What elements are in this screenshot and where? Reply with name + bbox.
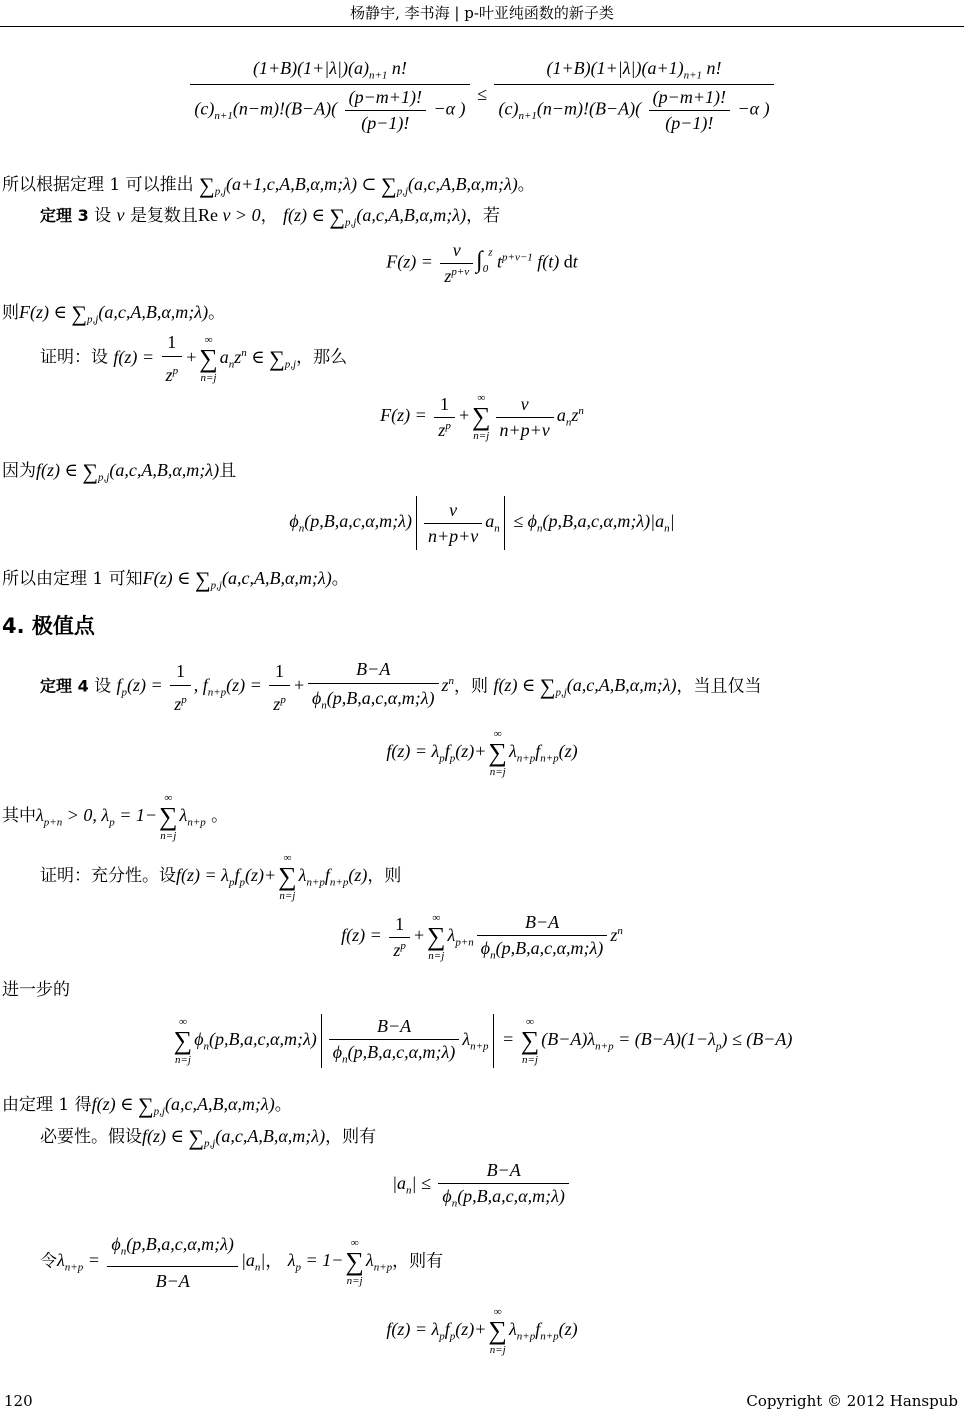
equation-extreme-sum-2: $f(z) = \lambda_pf_p(z)+$ ∞ ∑ n=j $\lambda_{n+p}f_{n+p}(z)$ xyxy=(386,1306,578,1356)
text-line: 由定理 1 得f(z) ∈ $\sum_{p,j}(a,c,A,B,\alpha,m;\lambda)$。 xyxy=(2,1093,292,1118)
equation-integral: F(z) = $\frac{v}{z^{p+v}}$ $\int_0^z$ $t^{p+v-1}$ f(t) dt xyxy=(386,240,578,286)
equation-coef-bound: $|a_n|$ ≤ $\frac{B-A}{\phi_n(p,B,a,c,\alpha,m;\lambda)}$ xyxy=(0,1160,964,1210)
equation-f-expansion: f(z) = $\frac{1}{z^p}$ + ∞ ∑ n=j $\lambda_{p+n}$ $\frac{B-A}{\phi_n(p,B,a,c,\alpha,m;\lambda)}$ $z^n$ xyxy=(341,912,623,962)
proof-line: 证明：充分性。设$f(z) = \lambda_pf_p(z)+$ ∞ ∑ n=j $\lambda_{n+p}f_{n+p}(z)$，则 xyxy=(40,852,402,902)
text-line: 则F(z) ∈ $\sum_{p,j}(a,c,A,B,\alpha,m;\lambda)$。 xyxy=(2,301,226,326)
proof-line: 令$\lambda_{n+p}$ = $\frac{\phi_n(p,B,a,c,\alpha,m;\lambda)}{B-A}$ $|a_n|$， $\lambda_p = 1-$ ∞ ∑ n=j $\lambda_{n+p}$，则有 xyxy=(40,1234,444,1291)
theorem-3: 定理 3 设 v 是复数且Re v > 0， f(z) ∈ $\sum_{p,j}(a,c,A,B,\alpha,m;\lambda)$，若 xyxy=(40,204,501,229)
equation-phi-bound: $\phi_n(p,B,a,c,\alpha,m;\lambda)$ $\frac{v}{n+p+v}$ $a_n$ ≤ $\phi_n(p,B,a,c,\alpha,m;\lambda)|a_n|$ xyxy=(0,496,964,550)
header-rule xyxy=(0,26,964,27)
equation-inequality: $(1+B)(1+|\lambda|)(a)_{n+1}$ n! $(c)_{n+1}(n-m)!(B-A)$( $\frac{(p-m+1)!}{(p-1)!}$ −α ) ≤ $(1+B)(1+|\lambda|)(a+1)_{n+1}$ n! $(c)_{n+1}(n-m)!(B-A)$( $\frac{(p-m+1)!}{(p-1)!}$ −α ) xyxy=(0,58,964,134)
text-line: 因为f(z) ∈ $\sum_{p,j}(a,c,A,B,\alpha,m;\lambda)$且 xyxy=(2,459,237,484)
equation-F-series: F(z) = $\frac{1}{z^p}$ + ∞ ∑ n=j $\frac{v}{n+p+v}$ $a_nz^n$ xyxy=(380,392,584,442)
text-line: 所以根据定理 1 可以推出 $\sum_{p,j}(a+1,c,A,B,\alpha,m;\lambda)$ ⊂ $\sum_{p,j}(a,c,A,B,\alpha,m;\lambda)$。 xyxy=(2,173,535,198)
proof-line: 必要性。假设f(z) ∈ $\sum_{p,j}(a,c,A,B,\alpha,m;\lambda)$，则有 xyxy=(40,1125,377,1150)
equation-extreme-sum: $f(z) = \lambda_pf_p(z)+$ ∞ ∑ n=j $\lambda_{n+p}f_{n+p}(z)$ xyxy=(386,728,578,778)
text-line: 其中$\lambda_{p+n} > 0$, $\lambda_p = 1-$ ∞ ∑ n=j $\lambda_{n+p}$ 。 xyxy=(2,792,229,842)
proof-line: 证明：设 f(z) = $\frac{1}{z^p}$ + ∞ ∑ n=j $a_nz^n$ ∈ $\sum_{p,j}$，那么 xyxy=(40,332,348,385)
text-line: 进一步的 xyxy=(2,980,70,1000)
running-header: 杨静宇, 李书海 | p-叶亚纯函数的新子类 xyxy=(350,4,614,22)
copyright: Copyright © 2012 Hanspub xyxy=(746,1392,958,1410)
page-number: 120 xyxy=(4,1392,33,1410)
theorem-4: 定理 4 设 $f_p(z)$ = $\frac{1}{z^p}$ , $f_{n+p}(z)$ = $\frac{1}{z^p}$ + $\frac{B-A}{\phi_n(p,B,a,c,\alpha,m;\lambda)}$ $z^n$，则 f(z) ∈ $\sum_{p,j}(a,c,A,B,\alpha,m;\lambda)$，当且仅当 xyxy=(40,659,762,714)
equation-sufficiency: ∞ ∑ n=j $\phi_n(p,B,a,c,\alpha,m;\lambda)$ $\frac{B-A}{\phi_n(p,B,a,c,\alpha,m;\lambda)}$ $\lambda_{n+p}$ = ∞ ∑ n=j $(B-A)\lambda_{n+p} = (B-A)(1-\lambda_p) \le (B-A)$ xyxy=(173,1016,793,1066)
text-line: 所以由定理 1 可知F(z) ∈ $\sum_{p,j}(a,c,A,B,\alpha,m;\lambda)$。 xyxy=(2,567,349,592)
section-heading: 4. 极值点 xyxy=(2,614,95,638)
